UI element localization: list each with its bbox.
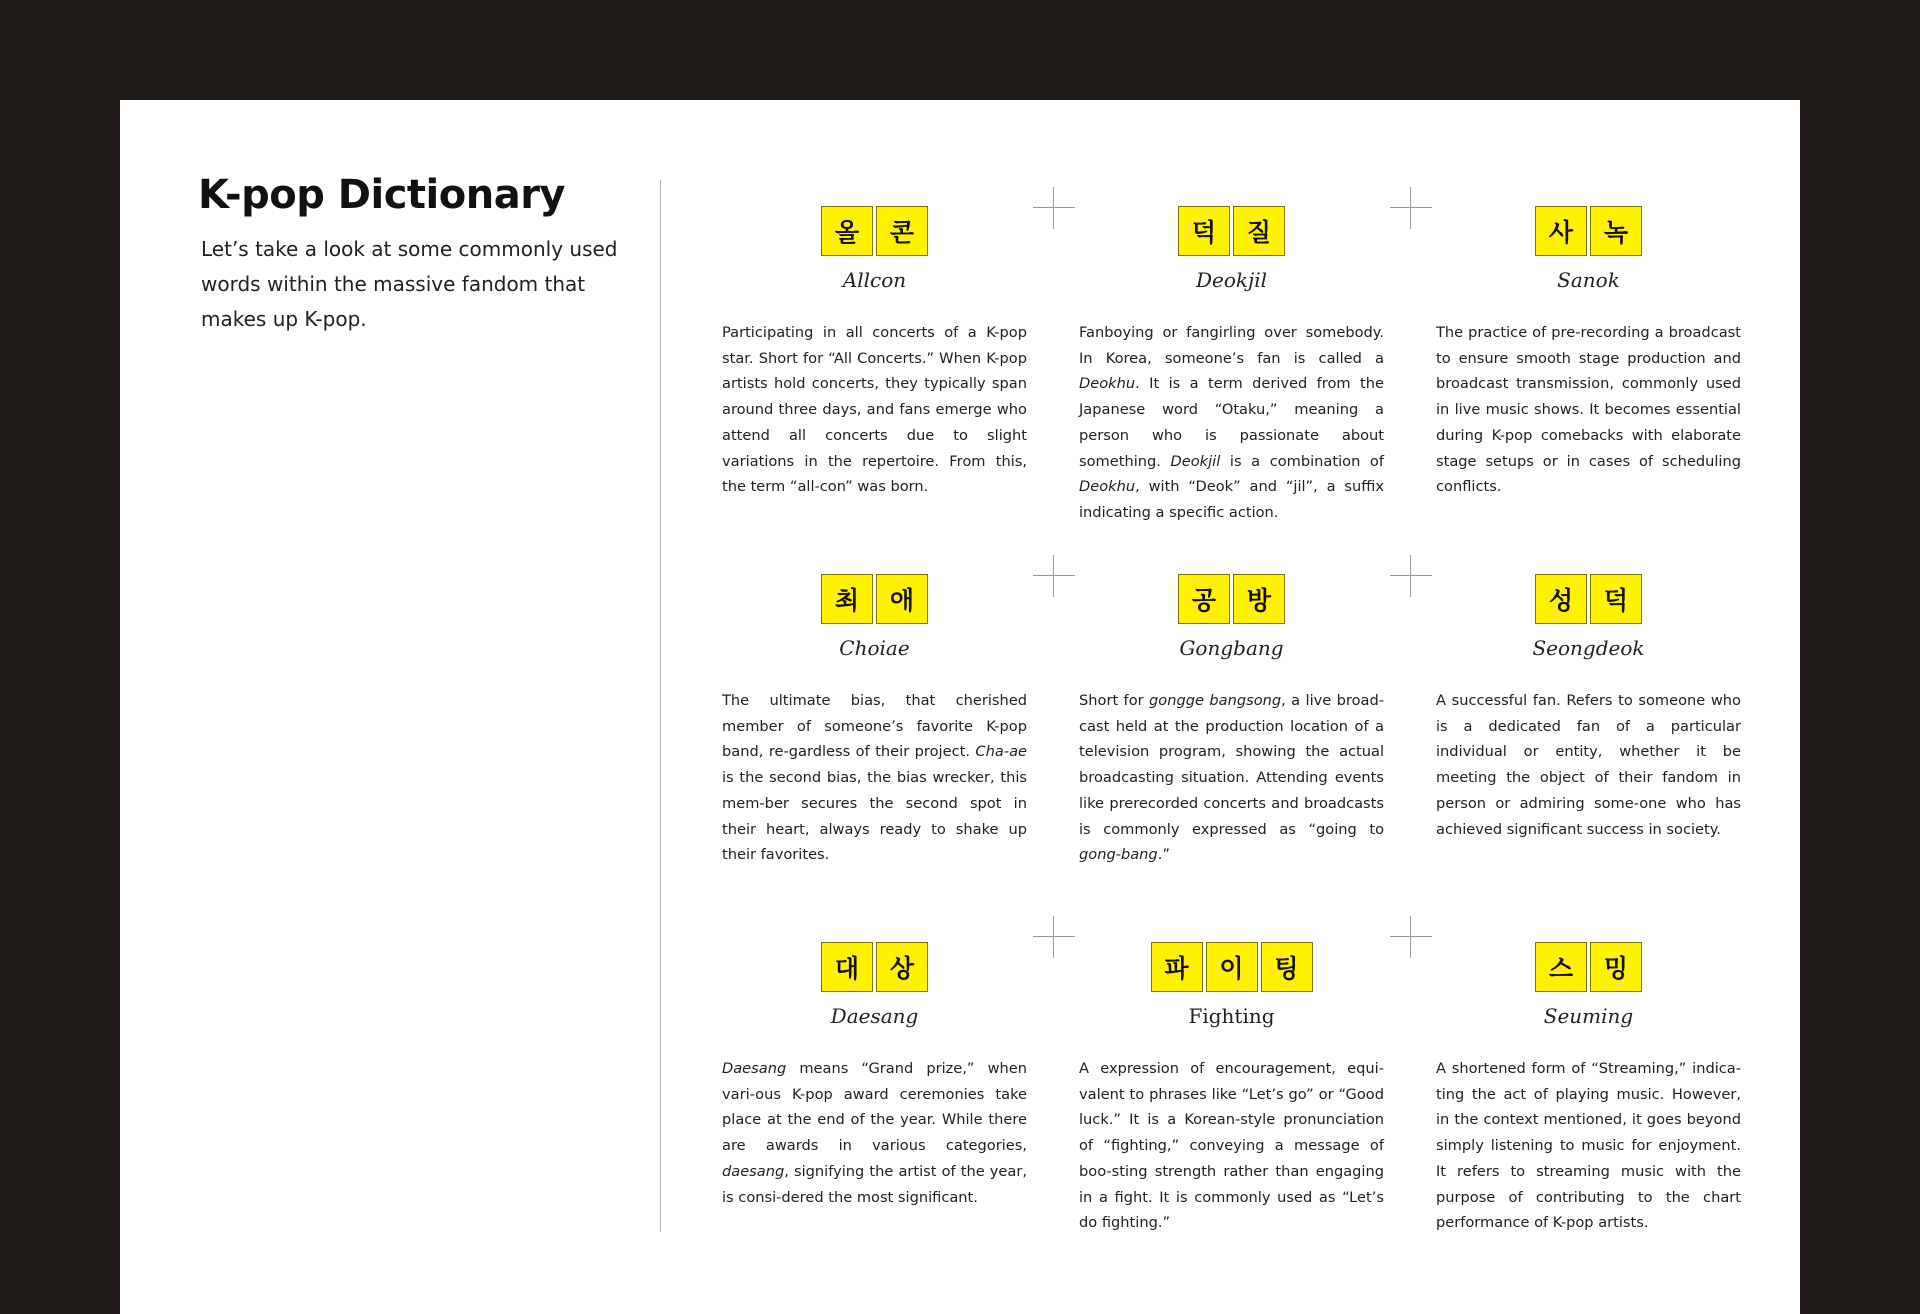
hangul-syllable-box: 질: [1233, 206, 1285, 256]
crosshair-mark: [1033, 555, 1075, 597]
term-description: [1079, 1056, 1384, 1236]
description-text: A expression of encouragement, equi-valent to phrases like “Let’s go” or “Good luck.” It is a Korean-style pronunciation of “fighting,” conveying a message of boo-sting strength rather than engaging in a fight. It is commonly used as “Let’s do fighting.”: [1079, 1060, 1384, 1232]
crosshair-mark: [1033, 916, 1075, 958]
hangul-syllable-box: 팅: [1261, 942, 1313, 992]
description-italic-term: gong-bang: [1079, 846, 1158, 864]
crosshair-mark: [1390, 916, 1432, 958]
hangul-syllable-box: 이: [1206, 942, 1258, 992]
description-text: Participating in all concerts of a K-pop star. Short for “All Concerts.” When K-pop artists hold concerts, they typically span around three days, and fans emerge who attend all concerts due to slight variations in the repertoire. From this, the term “all-con” was born.: [722, 324, 1027, 496]
description-text: Fanboying or fangirling over somebody. In Korea, someone’s fan is called a: [1079, 324, 1384, 367]
hangul-syllables: [1436, 206, 1741, 258]
hangul-syllable-box: 상: [876, 942, 928, 992]
hangul-syllable-box: 콘: [876, 206, 928, 256]
hangul-syllables: [722, 574, 1027, 626]
description-italic-term: daesang: [722, 1162, 785, 1180]
hangul-syllable-box: 밍: [1590, 942, 1642, 992]
term-romanization: Seuming: [1543, 1004, 1634, 1028]
term-romanization: Fighting: [1188, 1004, 1275, 1028]
hangul-syllables: [1436, 942, 1741, 994]
description-text: , a live broad-cast held at the production location of a television program, showing the actual broadcasting situation. Attending events like prerecorded concerts and broadcasts is commonly expressed as “going to: [1079, 692, 1384, 838]
dictionary-page: [120, 100, 1800, 1314]
term-description: [1436, 1056, 1741, 1236]
description-text: is a combination of: [1220, 452, 1385, 470]
hangul-syllable-box: 공: [1178, 574, 1230, 624]
description-italic-term: Deokhu: [1079, 478, 1136, 496]
term-romanization: Seongdeok: [1532, 636, 1645, 660]
dictionary-entry-deokjil: [1079, 206, 1384, 526]
term-description: [1079, 320, 1384, 526]
description-text: A shortened form of “Streaming,” indica-ting the act of playing music. However, in the context mentioned, it goes beyond simply listening to music for enjoyment. It refers to streaming music with the purpose of contributing to the chart performance of K-pop artists.: [1436, 1060, 1741, 1232]
hangul-syllables: [722, 206, 1027, 258]
description-text: . It is a term derived from the Japanese word “Otaku,” meaning a person who is passionate about something.: [1079, 375, 1384, 470]
description-italic-term: Deokjil: [1170, 452, 1221, 470]
hangul-syllables: [722, 942, 1027, 994]
hangul-syllable-box: 애: [876, 574, 928, 624]
description-text: The practice of pre-recording a broadcast to ensure smooth stage production and broadcast transmission, commonly used in live music shows. It becomes essential during K-pop comebacks with elaborate stage setups or in cases of scheduling conflicts.: [1436, 324, 1741, 496]
term-romanization: Daesang: [830, 1004, 919, 1028]
term-romanization: Gongbang: [1179, 636, 1284, 660]
hangul-syllable-box: 사: [1535, 206, 1587, 256]
hangul-syllable-box: 대: [821, 942, 873, 992]
hangul-syllables: [1079, 574, 1384, 626]
dictionary-entry-fighting: [1079, 942, 1384, 1236]
intro-text: Let’s take a look at some commonly used words within the massive fandom that makes up K-pop.: [201, 237, 618, 331]
crosshair-mark: [1390, 555, 1432, 597]
hangul-syllable-box: 녹: [1590, 206, 1642, 256]
description-text: means “Grand prize,” when vari-ous K-pop award ceremonies take place at the end of the year. While there are awards in various categories,: [722, 1060, 1027, 1155]
description-text: , signifying the artist of the year, is consi-dered the most significant.: [722, 1162, 1027, 1206]
dictionary-entry-seongdeok: [1436, 574, 1741, 842]
hangul-syllable-box: 스: [1535, 942, 1587, 992]
crosshair-mark: [1390, 187, 1432, 229]
description-text: The ultimate bias, that cherished member of someone’s favorite K-pop band, re-gardless of their project.: [722, 692, 1027, 761]
term-romanization: Deokjil: [1195, 268, 1268, 292]
dictionary-entry-sanok: [1436, 206, 1741, 500]
dictionary-entry-seuming: [1436, 942, 1741, 1236]
page-title: K-pop Dictionary: [198, 172, 565, 218]
column-divider: [660, 180, 661, 1232]
term-description: [722, 688, 1027, 868]
description-text: , with “Deok” and “jil”, a suffix indicating a specific action.: [1079, 478, 1384, 521]
term-description: [1436, 688, 1741, 842]
hangul-syllable-box: 성: [1535, 574, 1587, 624]
hangul-syllables: [1079, 942, 1384, 994]
dictionary-entry-gongbang: [1079, 574, 1384, 868]
description-text: is the second bias, the bias wrecker, this mem-ber secures the second spot in their heart, always ready to shake up their favorites.: [722, 769, 1027, 864]
hangul-syllables: [1436, 574, 1741, 626]
hangul-syllable-box: 덕: [1178, 206, 1230, 256]
dictionary-entry-daesang: [722, 942, 1027, 1210]
hangul-syllable-box: 방: [1233, 574, 1285, 624]
hangul-syllables: [1079, 206, 1384, 258]
hangul-syllable-box: 최: [821, 574, 873, 624]
dictionary-entry-allcon: [722, 206, 1027, 500]
term-romanization: Choiae: [839, 636, 910, 660]
term-description: [1436, 320, 1741, 500]
description-text: A successful fan. Refers to someone who is a dedicated fan of a particular individual or entity, whether it be meeting the object of their fandom in person or admiring some-one who has achieved significant success in society.: [1436, 692, 1741, 838]
term-description: [1079, 688, 1384, 868]
term-description: [722, 1056, 1027, 1210]
description-italic-term: Deokhu: [1079, 375, 1136, 393]
crosshair-mark: [1033, 187, 1075, 229]
term-romanization: Sanok: [1557, 268, 1620, 292]
description-italic-term: Daesang: [722, 1060, 787, 1077]
hangul-syllable-box: 올: [821, 206, 873, 256]
dictionary-entry-choiae: [722, 574, 1027, 868]
description-text: Short for: [1079, 692, 1150, 709]
term-romanization: Allcon: [842, 268, 907, 292]
hangul-syllable-box: 파: [1151, 942, 1203, 992]
description-italic-term: gongge bangsong: [1149, 692, 1282, 709]
description-text: .”: [1157, 846, 1170, 864]
term-description: [722, 320, 1027, 500]
description-italic-term: Cha-ae: [975, 743, 1027, 761]
hangul-syllable-box: 덕: [1590, 574, 1642, 624]
